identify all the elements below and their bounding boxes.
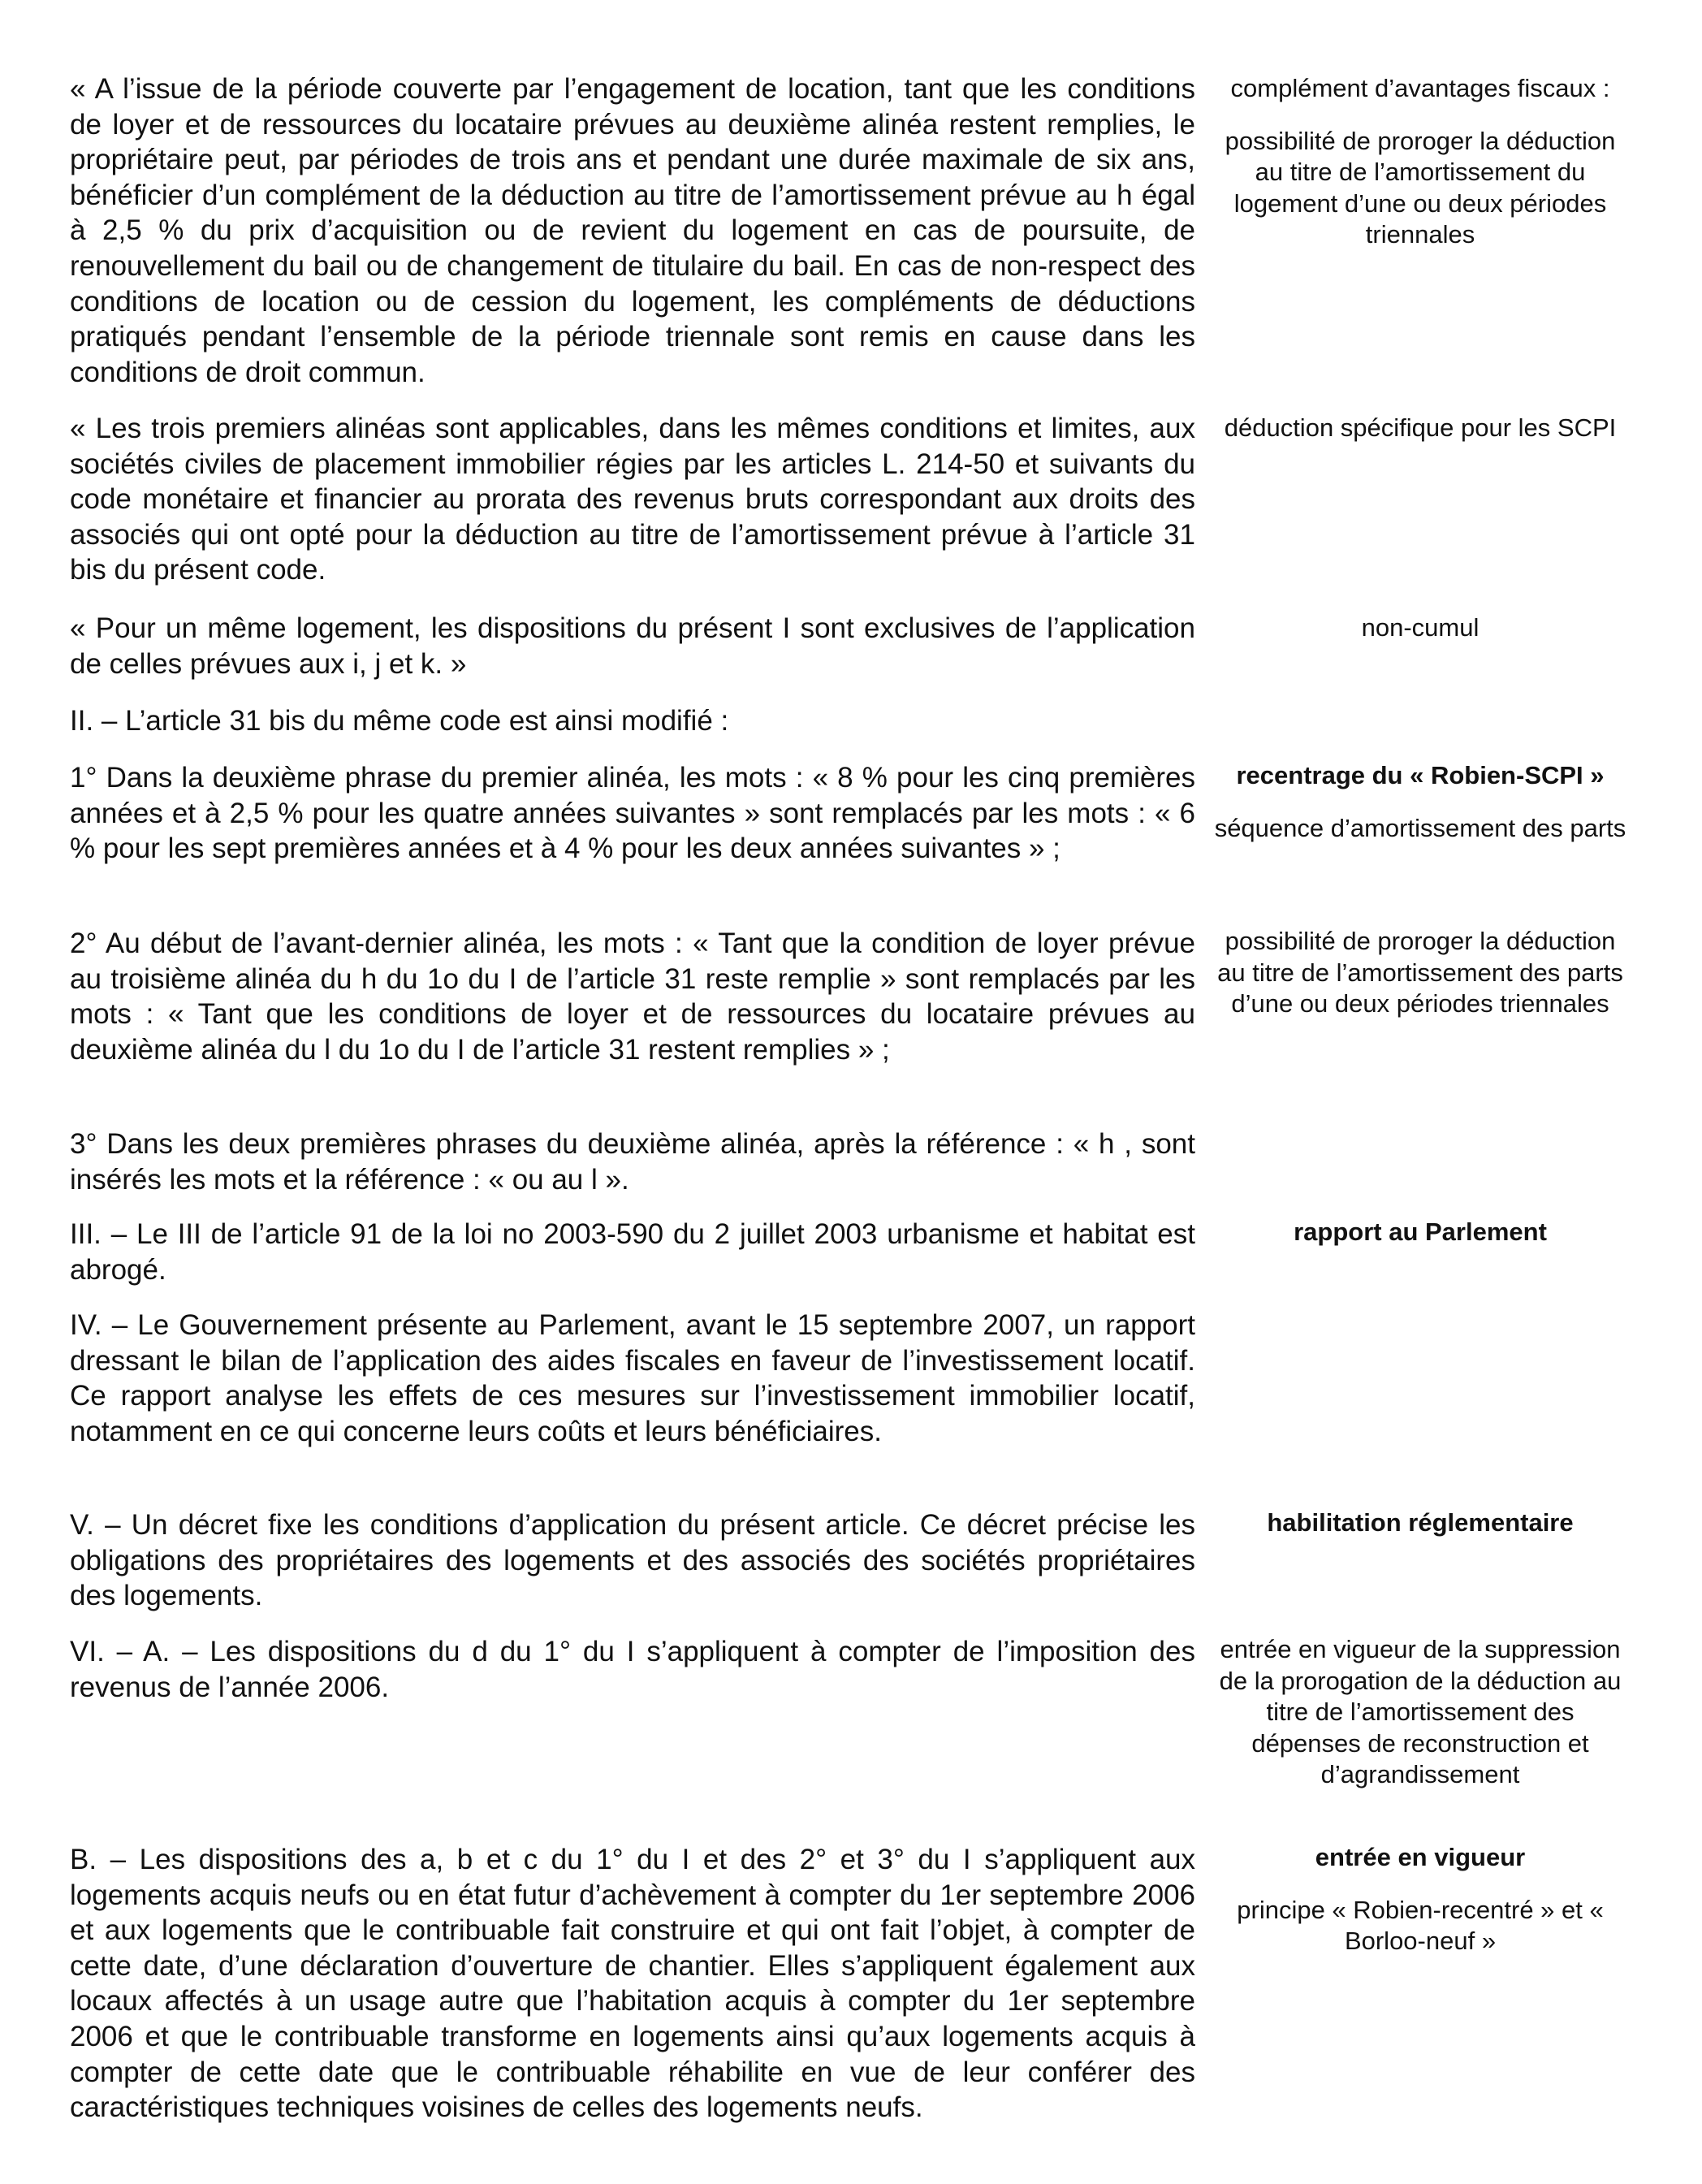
- margin-note: possibilité de proroger la déduction au titre de l’amortissement des parts d’une ou deux périodes triennales: [1217, 927, 1623, 1018]
- body-paragraph: 3° Dans les deux premières phrases du deuxième alinéa, après la référence : « h , sont insérés les mots et la référence : « ou au l ».: [70, 1128, 1195, 1196]
- body-paragraph: III. – Le III de l’article 91 de la loi no 2003-590 du 2 juillet 2003 urbanisme et habitat est abrogé.: [70, 1218, 1195, 1286]
- margin-note: possibilité de proroger la déduction au titre de l’amortissement du logement d’une ou deux périodes triennales: [1225, 126, 1616, 249]
- body-paragraph: V. – Un décret fixe les conditions d’application du présent article. Ce décret précise les obligations des propriétaires des logements et des associés des sociétés propriétaires des logements.: [70, 1509, 1195, 1612]
- margin-note-group: [1213, 73, 1627, 251]
- body-paragraph: VI. – A. – Les dispositions du d du 1° du I s’appliquent à compter de l’imposition des revenus de l’année 2006.: [70, 1636, 1195, 1703]
- body-paragraph: B. – Les dispositions des a, b et c du 1° du I et des 2° et 3° du I s’appliquent aux logements acquis neufs ou en état futur d’achèvement à compter du 1er septembre 2006 et aux logements que le contribuable fait construire et qui ont fait l’objet, à compter de cette date, d’une déclaration d’ouverture de chantier. Elles s’appliquent également aux locaux affectés à un usage autre que l’habitation acquis à compter du 1er septembre 2006 et que le contribuable transforme en logements ainsi qu’aux logements acquis à compter de cette date que le contribuable réhabilite en vue de leur conférer des caractéristiques techniques voisines de celles des logements neufs.: [70, 1844, 1195, 2124]
- margin-note: complément d’avantages fiscaux :: [1230, 74, 1610, 102]
- margin-note-group: [1213, 926, 1627, 1020]
- body-paragraph: « Pour un même logement, les dispositions du présent I sont exclusives de l’application de celles prévues aux i, j et k. »: [70, 612, 1195, 680]
- margin-note-group: [1213, 760, 1627, 844]
- margin-note-group: [1213, 413, 1627, 444]
- margin-note-heading: rapport au Parlement: [1294, 1217, 1547, 1246]
- body-paragraph: « A l’issue de la période couverte par l’engagement de location, tant que les conditions de loyer et de ressources du locataire prévues au deuxième alinéa restent remplies, le propriétaire peut, par périodes de trois ans et pendant une durée maximale de six ans, bénéficier d’un complément de la déduction au titre de l’amortissement prévue au h égal à 2,5 % du prix d’acquisition ou de revient du logement en cas de poursuite, de renouvellement du bail ou de changement de titulaire du bail. En cas de non-respect des conditions de location ou de cession du logement, les compléments de déductions pratiqués pendant l’ensemble de la période triennale sont remis en cause dans les conditions de droit commun.: [70, 73, 1195, 388]
- margin-note-group: [1213, 1217, 1627, 1248]
- margin-note-group: [1213, 1634, 1627, 1791]
- margin-note-heading: habilitation réglementaire: [1267, 1508, 1574, 1537]
- margin-note-group: [1213, 1507, 1627, 1539]
- margin-note: déduction spécifique pour les SCPI: [1224, 413, 1617, 442]
- margin-note: entrée en vigueur de la suppression de la prorogation de la déduction au titre de l’amortissement des dépenses de reconstruction et d’agrandissement: [1219, 1635, 1622, 1788]
- body-paragraph: « Les trois premiers alinéas sont applicables, dans les mêmes conditions et limites, aux sociétés civiles de placement immobilier régies par les articles L. 214-50 et suivants du code monétaire et financier au prorata des revenus bruts correspondant aux droits des associés qui ont opté pour la déduction au titre de l’amortissement prévue à l’article 31 bis du présent code.: [70, 413, 1195, 586]
- margin-note-heading: entrée en vigueur: [1315, 1843, 1526, 1871]
- margin-note-group: [1213, 1842, 1627, 1957]
- margin-note: séquence d’amortissement des parts: [1214, 813, 1626, 842]
- margin-note: principe « Robien-recentré » et « Borloo-neuf »: [1237, 1895, 1604, 1955]
- body-paragraph: II. – L’article 31 bis du même code est ainsi modifié :: [70, 705, 729, 737]
- margin-note-heading: recentrage du « Robien-SCPI »: [1236, 761, 1605, 789]
- margin-note: non-cumul: [1361, 613, 1480, 642]
- body-paragraph: IV. – Le Gouvernement présente au Parlement, avant le 15 septembre 2007, un rapport dressant le bilan de l’application des aides fiscales en faveur de l’investissement locatif. Ce rapport analyse les effets de ces mesures sur l’investissement immobilier locatif, notamment en ce qui concerne leurs coûts et leurs bénéficiaires.: [70, 1309, 1195, 1447]
- body-paragraph: 2° Au début de l’avant-dernier alinéa, les mots : « Tant que la condition de loyer prévue au troisième alinéa du h du 1o du I de l’article 31 reste remplie » sont remplacés par les mots : « Tant que les conditions de loyer et de ressources du locataire prévues au deuxième alinéa du l du 1o du I de l’article 31 restent remplies » ;: [70, 928, 1195, 1066]
- body-paragraph: 1° Dans la deuxième phrase du premier alinéa, les mots : « 8 % pour les cinq premières années et à 2,5 % pour les quatre années suivantes » sont remplacés par les mots : « 6 % pour les sept premières années et à 4 % pour les deux années suivantes » ;: [70, 762, 1195, 865]
- margin-note-group: [1213, 612, 1627, 644]
